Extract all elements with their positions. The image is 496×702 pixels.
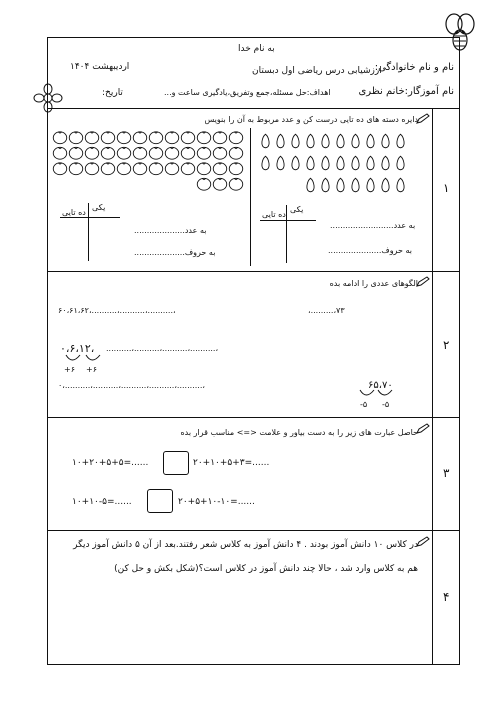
comparison-box[interactable] xyxy=(147,489,173,513)
tomato-icon xyxy=(165,147,178,159)
tomato-icon xyxy=(197,163,210,175)
pear-icon xyxy=(367,156,374,170)
comparison-box[interactable] xyxy=(163,451,189,475)
tens-header: ده تایی xyxy=(62,208,86,217)
pear-icon xyxy=(367,134,374,148)
tomato-icon xyxy=(213,163,226,175)
row-number-3: ۳ xyxy=(443,466,450,480)
tomato-icon xyxy=(117,132,130,144)
tomato-icon xyxy=(213,132,226,144)
tomato-icon xyxy=(229,132,242,144)
pencil-icon xyxy=(416,536,430,548)
pear-icon xyxy=(307,134,314,148)
pattern3-left: ۰،..........،..........،..........،..........،..........، xyxy=(58,381,205,390)
row-divider-3 xyxy=(47,530,460,531)
tomato-group xyxy=(52,130,244,192)
tomato-icon xyxy=(85,132,98,144)
row1-instruction: دایره‌ دسته‌ های ده تایی درست کن و عدد مربوط به آن را بنویس xyxy=(204,115,418,124)
tomato-icon xyxy=(229,163,242,175)
pattern3-step: -۵ xyxy=(360,400,368,409)
pear-icon xyxy=(262,156,269,170)
number-column-divider xyxy=(432,108,433,665)
pattern3-right: ۶۵،۷۰ xyxy=(368,380,393,391)
pear-icon xyxy=(382,134,389,148)
tomato-icon xyxy=(229,178,242,190)
pattern1-right: ،.........،۷۳ xyxy=(308,306,345,315)
pear-group xyxy=(258,130,408,196)
pencil-icon xyxy=(416,423,430,435)
pear-drawing xyxy=(258,130,408,196)
tomato-icon xyxy=(53,147,66,159)
exam-title: ارزشیابی درس ریاضی اول دبستان xyxy=(252,66,382,76)
pv-table-line xyxy=(286,205,287,263)
pear-icon xyxy=(277,156,284,170)
tens-header: ده تایی xyxy=(262,210,286,219)
row-number-4: ۴ xyxy=(443,590,450,604)
pattern2-step: +۶ xyxy=(86,365,97,374)
pear-icon xyxy=(262,134,269,148)
basmala: به نام خدا xyxy=(238,44,275,54)
number-line-left: به عدد.................... xyxy=(134,226,207,235)
pear-icon xyxy=(322,156,329,170)
pear-icon xyxy=(292,134,299,148)
pear-icon xyxy=(382,156,389,170)
teacher-label: نام آموزگار:خانم نظری xyxy=(358,86,454,97)
tomato-icon xyxy=(181,163,194,175)
tomato-icon xyxy=(85,163,98,175)
tomato-icon xyxy=(197,147,210,159)
pear-icon xyxy=(337,156,344,170)
pear-icon xyxy=(397,178,404,192)
tomato-icon xyxy=(69,132,82,144)
tomato-icon xyxy=(133,147,146,159)
pattern2-start: ۰،۶،۱۲، xyxy=(60,342,95,355)
tomato-icon xyxy=(149,163,162,175)
tomato-icon xyxy=(181,147,194,159)
pencil-icon xyxy=(416,113,430,125)
pear-icon xyxy=(352,134,359,148)
pear-icon xyxy=(397,134,404,148)
date-label: تاریخ: xyxy=(102,88,123,98)
tomato-icon xyxy=(197,132,210,144)
tomato-icon xyxy=(117,147,130,159)
ones-header: یکی xyxy=(92,203,106,212)
pencil-icon xyxy=(416,276,430,288)
tomato-icon xyxy=(229,147,242,159)
tomato-icon xyxy=(165,163,178,175)
tomato-icon xyxy=(133,132,146,144)
tomato-icon xyxy=(101,147,114,159)
tomato-icon xyxy=(213,147,226,159)
pear-icon xyxy=(322,178,329,192)
tomato-icon xyxy=(213,178,226,190)
pear-icon xyxy=(382,178,389,192)
tomato-icon xyxy=(101,163,114,175)
pear-icon xyxy=(337,178,344,192)
row-number-1: ۱ xyxy=(443,181,450,195)
pv-table-line xyxy=(60,217,120,218)
pear-icon xyxy=(307,178,314,192)
student-name-label: نام و نام خانوادگی: xyxy=(374,62,454,73)
pattern3-step: -۵ xyxy=(382,400,390,409)
ones-header: یکی xyxy=(290,205,304,214)
pattern2-step: +۶ xyxy=(64,365,75,374)
tomato-icon xyxy=(117,163,130,175)
pear-icon xyxy=(337,134,344,148)
tomato-icon xyxy=(197,178,210,190)
tomato-icon xyxy=(85,147,98,159)
pear-icon xyxy=(322,134,329,148)
pear-icon xyxy=(292,156,299,170)
word-line-right: به حروف..................... xyxy=(328,246,412,255)
tomato-icon xyxy=(101,132,114,144)
tomato-icon xyxy=(181,132,194,144)
tomato-icon xyxy=(149,132,162,144)
tomato-icon xyxy=(149,147,162,159)
pear-icon xyxy=(352,156,359,170)
row-number-2: ۲ xyxy=(443,338,450,352)
pear-icon xyxy=(307,156,314,170)
tomato-icon xyxy=(69,147,82,159)
pear-icon xyxy=(277,134,284,148)
tomato-icon xyxy=(69,163,82,175)
expression-1-right: ۲۰+۱۰+۵+۳=...... xyxy=(193,458,270,468)
expression-2-right: ۲۰+۵+۱۰-۱۰=...... xyxy=(178,497,255,507)
pear-icon xyxy=(397,156,404,170)
pattern2-rest: ..........،..........،..........،..........، xyxy=(106,344,219,353)
tomato-icon xyxy=(53,163,66,175)
row-divider-2 xyxy=(47,417,460,418)
tomato-icon xyxy=(53,132,66,144)
number-line-right: به عدد......................... xyxy=(330,221,416,230)
pear-icon xyxy=(367,178,374,192)
pv-table-line xyxy=(260,220,316,221)
pear-icon xyxy=(352,178,359,192)
expression-1-left: ۱۰+۲۰+۵+۵=...... xyxy=(72,458,149,468)
row1-center-divider xyxy=(250,128,251,266)
pv-table-line xyxy=(88,203,89,261)
tomato-icon xyxy=(165,132,178,144)
pattern1-left: ۶۰،۶۱،۶۲،..........،..........،..........، xyxy=(58,306,176,315)
tomato-drawing xyxy=(52,130,244,192)
tomato-icon xyxy=(133,163,146,175)
month-year: اردیبهشت ۱۴۰۴ xyxy=(70,62,130,72)
row4-instruction: در کلاس ۱۰ دانش آموز بودند . ۴ دانش آموز به کلاس شعر رفتند.بعد از آن ۵ دانش آموز دیگر xyxy=(73,540,418,550)
expression-2-left: ۱۰+۱۰-۵=...... xyxy=(72,497,132,507)
word-line-left: به حروف.................... xyxy=(134,248,216,257)
row4-instruction-2: هم به کلاس وارد شد ، حالا چند دانش آموز در کلاس است؟(شکل بکش و حل کن) xyxy=(114,564,418,574)
row-divider-1 xyxy=(47,271,460,272)
row2-instruction: الگوهای عددی را ادامه بده xyxy=(329,279,418,288)
row3-instruction: حاصل عبارت های زیر را به دست بیاور و علامت <=> مناسب قرار بده xyxy=(180,428,418,437)
header-divider xyxy=(47,108,460,109)
exam-goals: اهداف:حل مسئله،جمع وتفریق،یادگیری ساعت و... xyxy=(164,88,331,97)
